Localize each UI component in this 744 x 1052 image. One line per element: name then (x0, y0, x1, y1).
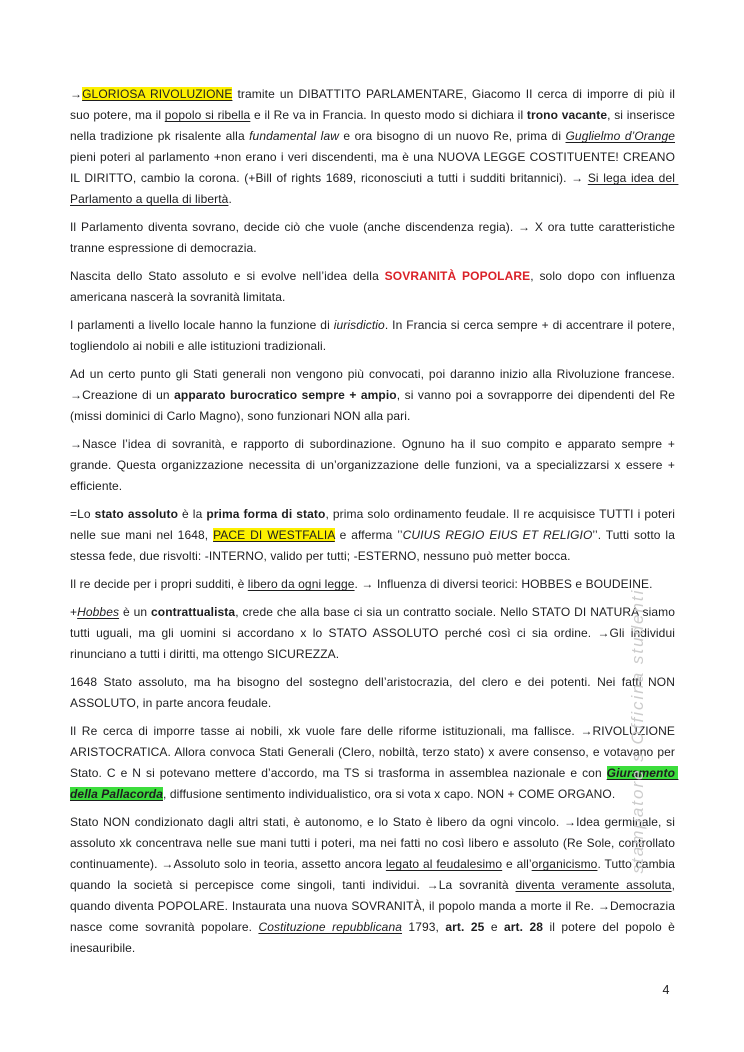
text-run: Il Parlamento diventa sovrano, decide ciò che vuole (anche discendenza regia). → X ora tutte caratteristiche tranne espressione di democrazia. (70, 220, 679, 255)
text-run: popolo si ribella (164, 108, 251, 122)
text-run: . → Influenza di diversi teorici: HOBBES e BOUDEINE. (354, 577, 653, 591)
text-run: trono vacante (526, 108, 608, 122)
page-number: 4 (662, 983, 670, 997)
text-run: e (484, 920, 504, 934)
text-run: , quando diventa POPOLARE. Instaurata una nuova SOVRANITÀ, il popolo manda a morte il Re. →Democrazia nasce come sovranità popolare. (70, 878, 679, 934)
paragraph (70, 217, 679, 259)
text-run: Il Re cerca di imporre tasse ai nobili, xk vuole fare delle riforme istituzionali, ma fallisce. →RIVOLUZIONE ARISTOCRATICA. Allora convoca Stati Generali (Clero, nobiltà, terzo stato) x avere consenso, e votavano per Stato. C e N si potevano mettere d’accordo, ma TS si trasforma in assemblea nazionale e con (70, 724, 679, 780)
paragraph (70, 812, 679, 959)
text-run: , crede che alla base ci sia un contratto sociale. Nello STATO DI NATURA siamo tutti uguali, ma gli uomini si accordano x lo STATO ASSOLUTO perché così ci sia ordine. →Gli individui rinunciano a tutti i diritti, ma ottengo SICUREZZA. (70, 605, 679, 661)
watermark: stampatore s Officina studenti (628, 588, 647, 874)
text-run: prima forma di stato (206, 507, 326, 521)
text-run: . (228, 192, 232, 206)
document-body (70, 84, 679, 966)
text-run: Costituzione repubblicana (258, 920, 403, 934)
text-run: ’’. Tutti sotto la stessa fede, due risvolti: -INTERNO, valido per tutti; -ESTERNO, nessuno può metter bocca. (70, 528, 679, 563)
text-run: e il Re va in Francia. In questo modo si dichiara il (250, 108, 527, 122)
text-run: → (70, 87, 83, 101)
text-run: pieni poteri al parlamento +non erano i veri discendenti, ma è una NUOVA LEGGE COSTITUENTE! CREANO IL DIRITTO, cambio la corona. (+Bill of rights 1689, riconosciuti a tutti i sudditi britannici). → (70, 129, 679, 185)
text-run: 1648 Stato assoluto, ma ha bisogno del sostegno dell’aristocrazia, del clero e dei potenti. Nei fatti NON ASSOLUTO, in parte ancora feudale. (70, 675, 678, 710)
text-run: organicismo (531, 857, 598, 871)
text-run: →Nasce l’idea di sovranità, e rapporto di subordinazione. Ognuno ha il suo compito e apparato sempre + grande. Questa organizzazione necessita di un’organizzazione delle funzioni, va a specializzarsi x essere + efficiente. (70, 437, 679, 493)
text-run: , si inserisce nella tradizione pk risalente alla (70, 108, 679, 143)
text-run: , si vanno poi a sovrapporre dei dipendenti del Re (missi dominici di Carlo Magno), sono funzionari NON alla pari. (70, 388, 679, 423)
text-run: 1793, (402, 920, 446, 934)
text-run: e all’ (502, 857, 532, 871)
paragraph (70, 672, 678, 714)
text-run: GLORIOSA RIVOLUZIONE (82, 87, 233, 101)
text-run: art. 25 (445, 920, 485, 934)
text-run: + (70, 605, 78, 619)
text-run: contrattualista (151, 605, 236, 619)
paragraph (70, 364, 679, 427)
text-run: Hobbes (77, 605, 120, 619)
paragraph (70, 721, 679, 805)
text-run: Ad un certo punto gli Stati generali non vengono più convocati, poi daranno inizio alla Rivoluzione francese. →Creazione di un (70, 367, 679, 402)
text-run: PACE DI WESTFALIA (213, 528, 335, 542)
text-run: Guglielmo d’Orange (565, 129, 675, 143)
text-run: , prima solo ordinamento feudale. Il re acquisisce TUTTI i poteri nelle sue mani nel 1648, (70, 507, 679, 542)
text-run: diventa veramente assoluta (515, 878, 672, 892)
text-run: SOVRANITÀ POPOLARE (384, 269, 531, 283)
text-run: stato assoluto (94, 507, 178, 521)
text-run: =Lo (70, 507, 95, 521)
paragraph (70, 602, 679, 665)
text-run: . Tutto cambia quando la società si percepisce come singoli, tanti individui. →La sovranità (70, 857, 679, 892)
text-run: art. 28 (504, 920, 544, 934)
text-run: e afferma ’’ (334, 528, 403, 542)
text-run: è un (119, 605, 151, 619)
paragraph (70, 315, 679, 357)
text-run: legato al feudalesimo (385, 857, 503, 871)
text-run: Stato NON condizionato dagli altri stati, è autonomo, e lo Stato è libero da ogni vincolo. →Idea germinale, si assoluto xk concentrava nelle sue mani tutti i poteri, ma nei fatti no così libero e assoluto (Re Sole, controllato continuamente). →Assoluto solo in teoria, assetto ancora (70, 815, 679, 871)
text-run: , diffusione sentimento individualistico, ora si vota x capo. NON + COME ORGANO. (162, 787, 616, 801)
text-run: Giuramento della Pallacorda (70, 766, 679, 801)
text-run: I parlamenti a livello locale hanno la funzione di (70, 318, 334, 332)
text-run: , solo dopo con influenza americana nascerà la sovranità limitata. (70, 269, 679, 304)
text-run: e ora bisogno di un nuovo Re, prima di (338, 129, 566, 143)
text-run: CUIUS REGIO EIUS ET RELIGIO (402, 528, 593, 542)
text-run: iurisdictio (333, 318, 385, 332)
paragraph (70, 574, 675, 595)
text-run: Il re decide per i propri sudditi, è (70, 577, 248, 591)
text-run: apparato burocratico sempre + ampio (174, 388, 397, 402)
text-run: il potere del popolo è inesauribile. (70, 920, 679, 955)
text-run: Si lega idea del Parlamento a quella di libertà (70, 171, 679, 206)
text-run: libero da ogni legge (247, 577, 355, 591)
paragraph (70, 84, 679, 210)
paragraph (70, 504, 679, 567)
text-run: . In Francia si cerca sempre + di accentrare il potere, togliendolo ai nobili e alle istituzioni tradizionali. (70, 318, 679, 353)
text-run: fundamental law (249, 129, 339, 143)
text-run: Nascita dello Stato assoluto e si evolve nell’idea della (70, 269, 385, 283)
paragraph (70, 434, 679, 497)
text-run: è la (178, 507, 207, 521)
paragraph (70, 266, 679, 308)
text-run: tramite un DIBATTITO PARLAMENTARE, Giacomo II cerca di imporre di più il suo potere, ma il (70, 87, 679, 122)
